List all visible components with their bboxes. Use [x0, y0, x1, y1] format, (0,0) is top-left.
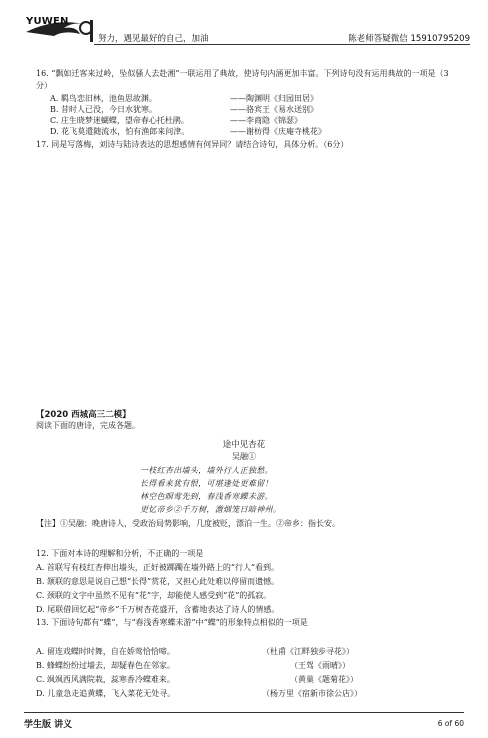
- q16-option-b: [50, 104, 318, 115]
- poem-line: 一枝红杏出墙头，墙外行人正独愁。: [140, 466, 273, 475]
- poem-line: 林空色暝莺先到，春浅香寒蝶未游。: [140, 492, 273, 501]
- yuwen-logo: [24, 14, 98, 44]
- page-header: [24, 14, 470, 48]
- page-footer: [24, 712, 464, 733]
- q12-option-b: B. 颔联的意思是说自己想“长得”赏花，又担心此处难以停留而遗憾。: [36, 577, 280, 586]
- option-text: B. 昔时人已没，今日水犹寒。: [50, 105, 157, 114]
- question-13-stem: 13. 下面诗句都有“蝶”，与“春浅香寒蝶未游”中“蝶”的形象特点相似的一项是: [36, 618, 308, 627]
- q16-option-c: [50, 115, 302, 126]
- option-text: B. 蜂蝶纷纷过墙去，却疑春色在邻家。: [36, 661, 175, 670]
- poem-author: 吴融①: [232, 452, 256, 461]
- poem-line: 更忆帝乡②千万树，澹烟笼日暗神州。: [140, 505, 282, 514]
- poem-note: 【注】①吴融：晚唐诗人，受政治局势影响，几度被贬，漂泊一生。②帝乡：指长安。: [36, 519, 340, 528]
- option-text: A. 羁鸟恋旧林，池鱼思故渊。: [50, 94, 157, 103]
- logo-text: YUWEN: [26, 16, 69, 27]
- q13-option-a: [36, 646, 175, 657]
- q12-option-c: C. 颈联的文字中虽然不见有“花”字，却能使人感受到“花”的孤寂。: [36, 591, 272, 600]
- q12-option-a: A. 首联写有枝红杏伸出墙头，正好被踯躅在墙外路上的“行人”看到。: [36, 563, 280, 572]
- option-source: ——谢枋得《庆庵寺桃花》: [230, 127, 326, 136]
- q16-option-d: [50, 126, 326, 137]
- option-source: ——骆宾王《易水送别》: [230, 105, 318, 114]
- q16-option-a: [50, 93, 318, 104]
- question-16-stem: 16. “飘如迁客来过岭，坠似骚人去赴湘”一联运用了典故，使诗句内涵更加丰富。下列诗句没有运用典故的一项是（3分）: [36, 69, 449, 90]
- q13-option-d: [36, 688, 175, 699]
- option-source: ——李商隐《锦瑟》: [230, 116, 302, 125]
- question-12-stem: 12. 下面对本诗的理解和分析，不正确的一项是: [36, 549, 204, 558]
- option-text: A. 留连戏蝶时时舞，自在娇莺恰恰啼。: [36, 647, 175, 656]
- option-text: C. 庄生晓梦迷蝴蝶，望帝春心托杜鹃。: [50, 116, 189, 125]
- section-intro: 阅读下面的唐诗，完成各题。: [36, 421, 140, 430]
- poem-title: 途中见杏花: [222, 440, 266, 450]
- q13-option-d-source: （杨万里《宿新市徐公店》）: [262, 689, 362, 698]
- section-title: 【2020 西城高三二模】: [36, 410, 131, 420]
- option-text: C. 飒飒西风满院栽，蕊寒香冷蝶难来。: [36, 675, 175, 684]
- q13-option-c-source: （黄巢《题菊花》）: [290, 675, 358, 684]
- q13-option-a-source: （杜甫《江畔独步寻花》）: [262, 647, 354, 656]
- q13-option-b: [36, 660, 175, 671]
- option-text: D. 花飞莫遣随流水，怕有渔郎来问津。: [50, 127, 190, 136]
- option-text: D. 儿童急走追黄蝶，飞入菜花无处寻。: [36, 689, 176, 698]
- q13-option-c: [36, 674, 175, 685]
- page-number: 6 of 60: [437, 719, 464, 728]
- q12-option-d: D. 尾联借回忆起“帝乡”千万树杏花盛开，含蓄地表达了诗人的情感。: [36, 605, 280, 614]
- question-17-stem: 17. 同是写落梅，刘诗与陆诗表达的思想感情有何异同？请结合诗句，具体分析。（6分）: [36, 140, 349, 149]
- q13-option-b-source: （王驾《雨晴》）: [290, 661, 350, 670]
- footer-label: 学生版 讲义: [24, 720, 73, 730]
- header-slogan: 努力，遇见最好的自己，加油: [98, 34, 209, 44]
- header-contact: 陈老师答疑微信 15910795209: [348, 34, 470, 44]
- header-divider: [94, 44, 470, 45]
- poem-line: 长得看来犹有恨，可堪逢处更难留！: [140, 479, 273, 488]
- option-source: ——陶渊明《归园田居》: [230, 94, 318, 103]
